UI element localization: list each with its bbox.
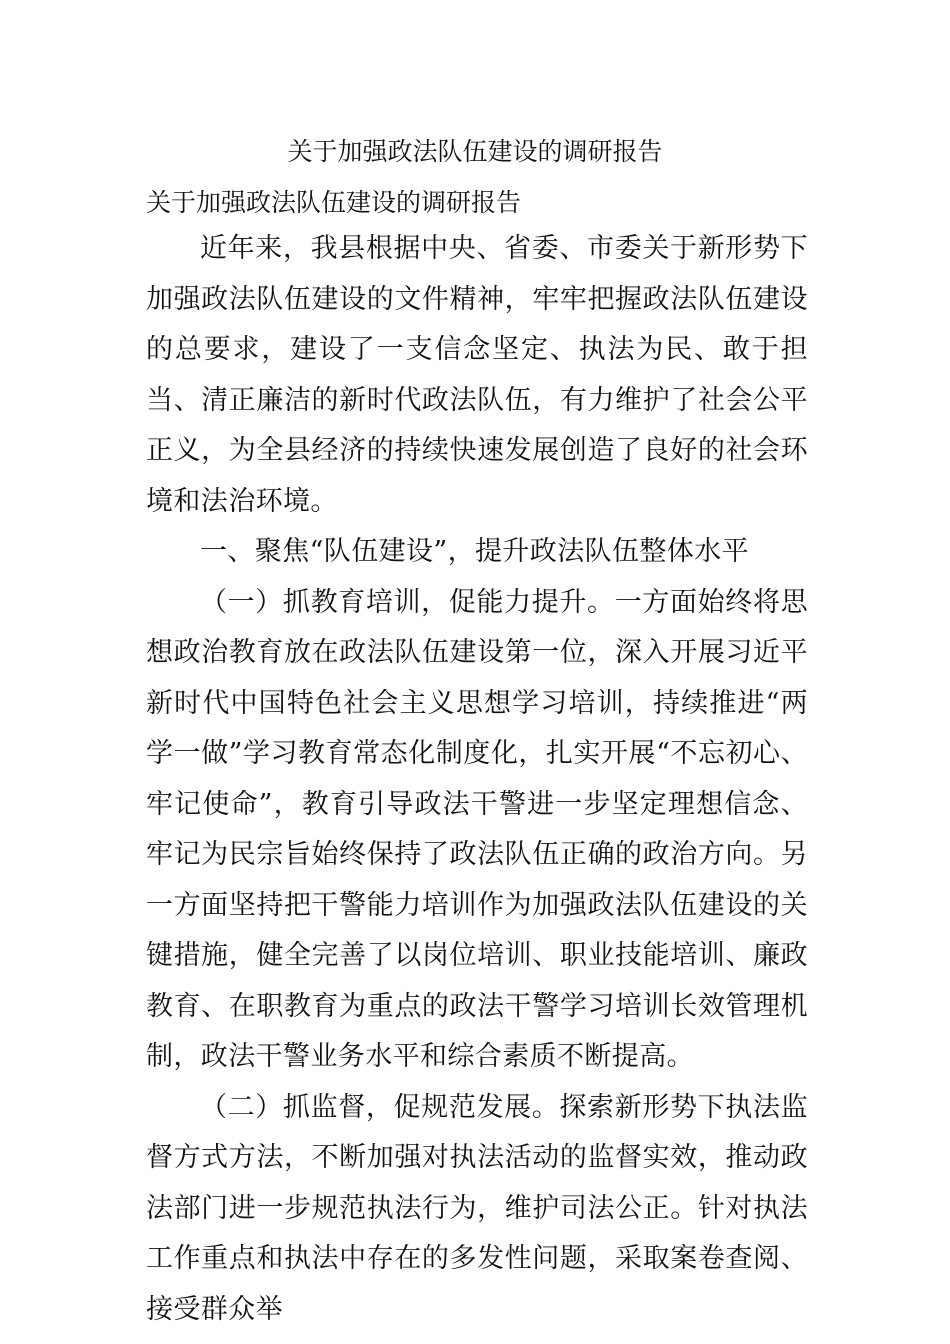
paragraph-education-training: （一）抓教育培训，促能力提升。一方面始终将思想政治教育放在政法队伍建设第一位，深入开展习近平新时代中国特色社会主义思想学习培训，持续推进“两学一做”学习教育常态化制度化，扎实开展“不忘初心、牢记使命”，教育引导政法干警进一步坚定理想信念、牢记为民宗旨始终保持了政法队伍正确的政治方向。另一方面坚持把干警能力培训作为加强政法队伍建设的关键措施，健全完善了以岗位培训、职业技能培训、廉政教育、在职教育为重点的政法干警学习培训长效管理机制，政法干警业务水平和综合素质不断提高。 — [146, 586, 808, 1072]
document-title: 关于加强政法队伍建设的调研报告 — [287, 137, 663, 166]
document-body — [146, 224, 808, 1335]
paragraph-supervision: （二）抓监督，促规范发展。探索新形势下执法监督方式方法，不断加强对执法活动的监督实效，推动政法部门进一步规范执法行为，维护司法公正。针对执法工作重点和执法中存在的多发性问题，采取案卷查阅、接受群众举 — [146, 1091, 808, 1325]
paragraph-intro: 近年来，我县根据中央、省委、市委关于新形势下加强政法队伍建设的文件精神，牢牢把握政法队伍建设的总要求，建设了一支信念坚定、执法为民、敢于担当、清正廉洁的新时代政法队伍，有力维护了社会公平正义，为全县经济的持续快速发展创造了良好的社会环境和法治环境。 — [146, 233, 808, 517]
document-subtitle: 关于加强政法队伍建设的调研报告 — [146, 188, 522, 217]
section-heading-1: 一、聚焦“队伍建设”，提升政法队伍整体水平 — [200, 536, 750, 567]
